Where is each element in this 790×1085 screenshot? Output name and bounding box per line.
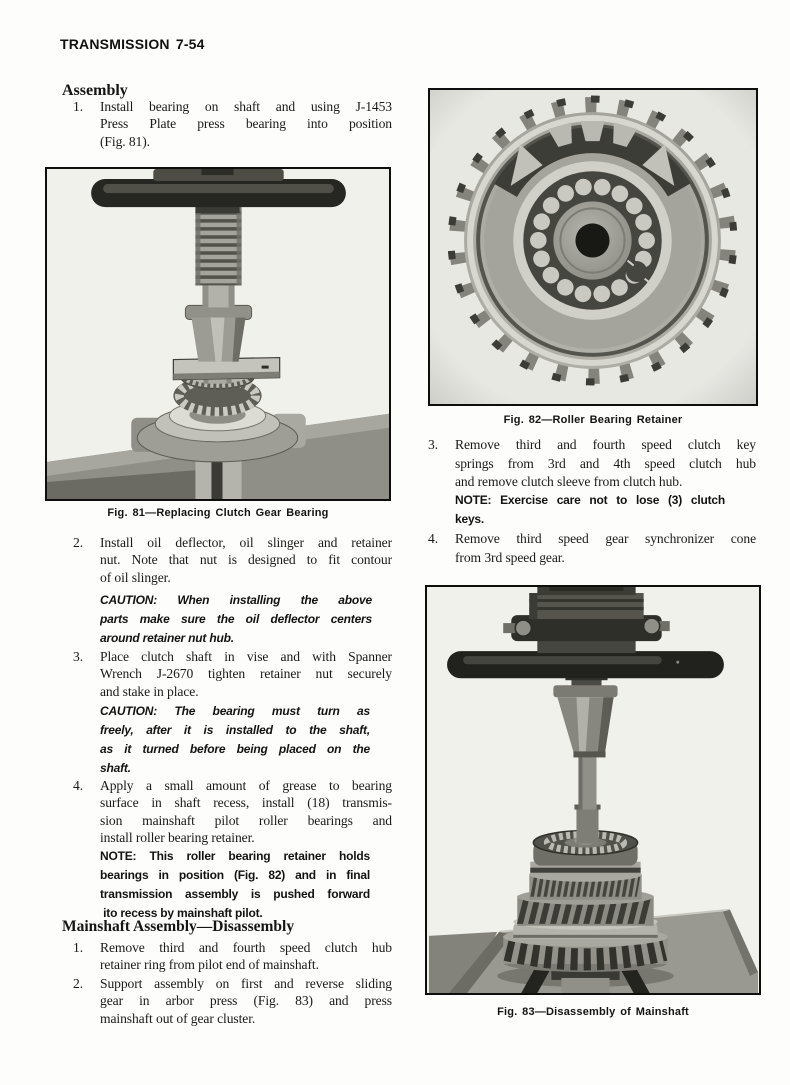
text-line: retainer ring from pilot end of mainshaft. <box>100 957 319 973</box>
text-line: NOTE: Exercise care not to lose (3) clutch <box>455 493 725 507</box>
list-number: 2. <box>73 535 83 550</box>
figure-81-frame <box>45 167 391 501</box>
text-line: of oil slinger. <box>100 569 171 585</box>
assembly-step-2 <box>73 534 392 586</box>
step-text <box>100 648 392 700</box>
text-line: as it turned before being placed on the <box>100 742 370 756</box>
text-line: sion mainshaft pilot roller bearings and <box>100 812 392 828</box>
handwheel <box>447 651 724 680</box>
text-line: NOTE: This roller bearing retainer holds <box>100 849 370 863</box>
text-line: Install oil deflector, oil slinger and retainer <box>100 535 392 550</box>
list-number: 4. <box>428 531 438 546</box>
text-line: and remove clutch sleeve from clutch hub. <box>455 474 683 490</box>
text-line: CAUTION: When installing the above <box>100 593 372 607</box>
assembly-step-4-right <box>428 530 756 567</box>
figure-82-illustration <box>430 90 756 404</box>
assembly-step-3 <box>73 648 392 700</box>
text-line: Wrench J-2670 tighten retainer nut securely <box>100 666 392 682</box>
text-line: parts make sure the oil deflector centers <box>100 612 372 626</box>
figure-81-illustration <box>47 169 389 499</box>
figure-83-frame <box>425 585 761 995</box>
note-roller-bearing-retainer <box>100 847 370 923</box>
text-line: Remove third and fourth speed clutch key <box>455 437 756 452</box>
text-line: Apply a small amount of grease to bearing <box>100 778 392 793</box>
list-number: 1. <box>73 940 83 955</box>
text-line: surface in shaft recess, install (18) transmis- <box>100 795 392 811</box>
mainshaft-step-1 <box>73 939 392 974</box>
assembly-step-1 <box>73 98 392 150</box>
text-line: gear in arbor press (Fig. 83) and press <box>100 993 392 1009</box>
figure-82-frame <box>428 88 758 406</box>
step-text <box>100 98 392 150</box>
step-text <box>455 436 756 492</box>
text-line: (Fig. 81). <box>100 133 150 149</box>
figure-83-caption: Fig. 83—Disassembly of Mainshaft <box>497 1006 689 1018</box>
text-line: springs from 3rd and 4th speed clutch hub <box>455 455 756 471</box>
text-line: ito recess by mainshaft pilot. <box>100 906 263 920</box>
step-text <box>100 534 392 586</box>
list-number: 2. <box>73 976 83 991</box>
figure-81-caption: Fig. 81—Replacing Clutch Gear Bearing <box>107 507 329 519</box>
text-line: transmission assembly is pushed forward <box>100 887 370 901</box>
text-line: install roller bearing retainer. <box>100 830 255 846</box>
assembly-step-4 <box>73 777 392 847</box>
list-number: 3. <box>73 649 83 664</box>
text-line: and stake in place. <box>100 683 199 699</box>
text-line: Place clutch shaft in vise and with Spanner <box>100 649 392 664</box>
text-line: Support assembly on first and reverse sliding <box>100 976 392 991</box>
step-text <box>100 975 392 1027</box>
text-line: bearings in position (Fig. 82) and in final <box>100 868 370 882</box>
section-heading-assembly: Assembly <box>62 82 128 99</box>
text-line: from 3rd speed gear. <box>455 549 565 565</box>
text-line: CAUTION: The bearing must turn as <box>100 704 370 718</box>
step-text <box>455 530 756 567</box>
caution-bearing-turn <box>100 702 370 778</box>
step-text <box>100 777 392 847</box>
text-line: Remove third speed gear synchronizer cone <box>455 531 756 546</box>
mainshaft-step-2 <box>73 975 392 1027</box>
text-line: mainshaft out of gear cluster. <box>100 1010 256 1026</box>
list-number: 1. <box>73 99 83 114</box>
figure-83-illustration <box>427 587 759 993</box>
page-header: TRANSMISSION 7-54 <box>60 36 205 52</box>
section-heading-mainshaft: Mainshaft Assembly—Disassembly <box>62 918 295 935</box>
text-line: around retainer nut hub. <box>100 631 234 645</box>
assembly-step-3-right <box>428 436 756 492</box>
text-line: Install bearing on shaft and using J-1453 <box>100 99 392 114</box>
list-number: 3. <box>428 437 438 452</box>
text-line: shaft. <box>100 761 131 775</box>
step-text <box>100 939 392 974</box>
text-line: keys. <box>455 512 485 526</box>
threaded-screw <box>195 203 241 285</box>
text-line: Remove third and fourth speed clutch hub <box>100 940 392 955</box>
caution-oil-deflector <box>100 591 372 648</box>
text-line: Press Plate press bearing into position <box>100 116 392 132</box>
list-number: 4. <box>73 778 83 793</box>
text-line: freely, after it is installed to the shaft, <box>100 723 370 737</box>
figure-82-caption: Fig. 82—Roller Bearing Retainer <box>503 414 683 426</box>
note-clutch-keys <box>455 491 725 529</box>
text-line: nut. Note that nut is designed to fit contour <box>100 552 392 568</box>
